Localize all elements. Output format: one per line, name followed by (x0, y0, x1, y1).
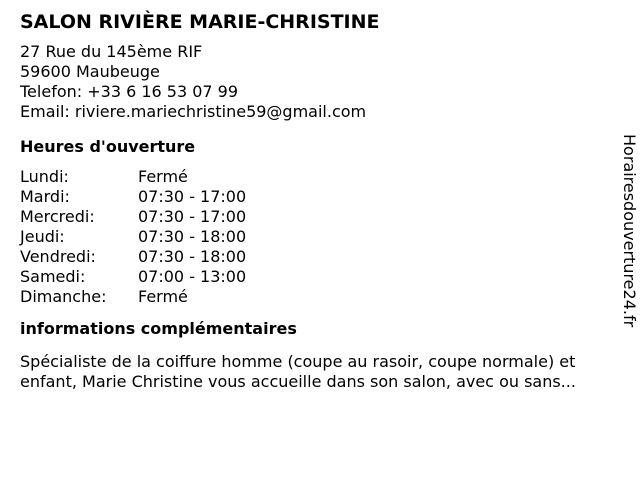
info-heading: informations complémentaires (20, 319, 297, 338)
hours-row-monday (20, 167, 246, 187)
day-label: Mardi: (20, 187, 70, 206)
hours-row-friday (20, 247, 246, 267)
time-value: Fermé (138, 287, 188, 306)
salon-description: Spécialiste de la coiffure homme (coupe au rasoir, coupe normale) et enfant, Marie Christine vous accueille dans son salon, avec ou sans... (20, 352, 576, 391)
time-value: 07:30 - 17:00 (138, 187, 247, 206)
email-address: Email: riviere.mariechristine59@gmail.com (20, 102, 367, 121)
time-value: 07:30 - 18:00 (138, 227, 247, 246)
hours-row-tuesday (20, 187, 246, 207)
day-label: Vendredi: (20, 247, 96, 266)
salon-name: SALON RIVIÈRE MARIE-CHRISTINE (20, 11, 380, 33)
hours-heading: Heures d'ouverture (20, 137, 196, 156)
street-address: 27 Rue du 145ème RIF (20, 42, 203, 61)
day-label: Samedi: (20, 267, 86, 286)
hours-row-saturday (20, 267, 246, 287)
salon-card (20, 10, 620, 392)
time-value: 07:00 - 13:00 (138, 267, 247, 286)
day-label: Mercredi: (20, 207, 95, 226)
hours-table (20, 167, 246, 307)
time-value: 07:30 - 18:00 (138, 247, 247, 266)
city-postal: 59600 Maubeuge (20, 62, 160, 81)
hours-row-wednesday (20, 207, 246, 227)
day-label: Lundi: (20, 167, 69, 186)
hours-row-sunday (20, 287, 246, 307)
time-value: Fermé (138, 167, 188, 186)
watermark-text: Horairesdouverture24.fr (620, 134, 639, 328)
day-label: Dimanche: (20, 287, 107, 306)
hours-row-thursday (20, 227, 246, 247)
time-value: 07:30 - 17:00 (138, 207, 247, 226)
phone-number: Telefon: +33 6 16 53 07 99 (20, 82, 239, 101)
day-label: Jeudi: (20, 227, 65, 246)
